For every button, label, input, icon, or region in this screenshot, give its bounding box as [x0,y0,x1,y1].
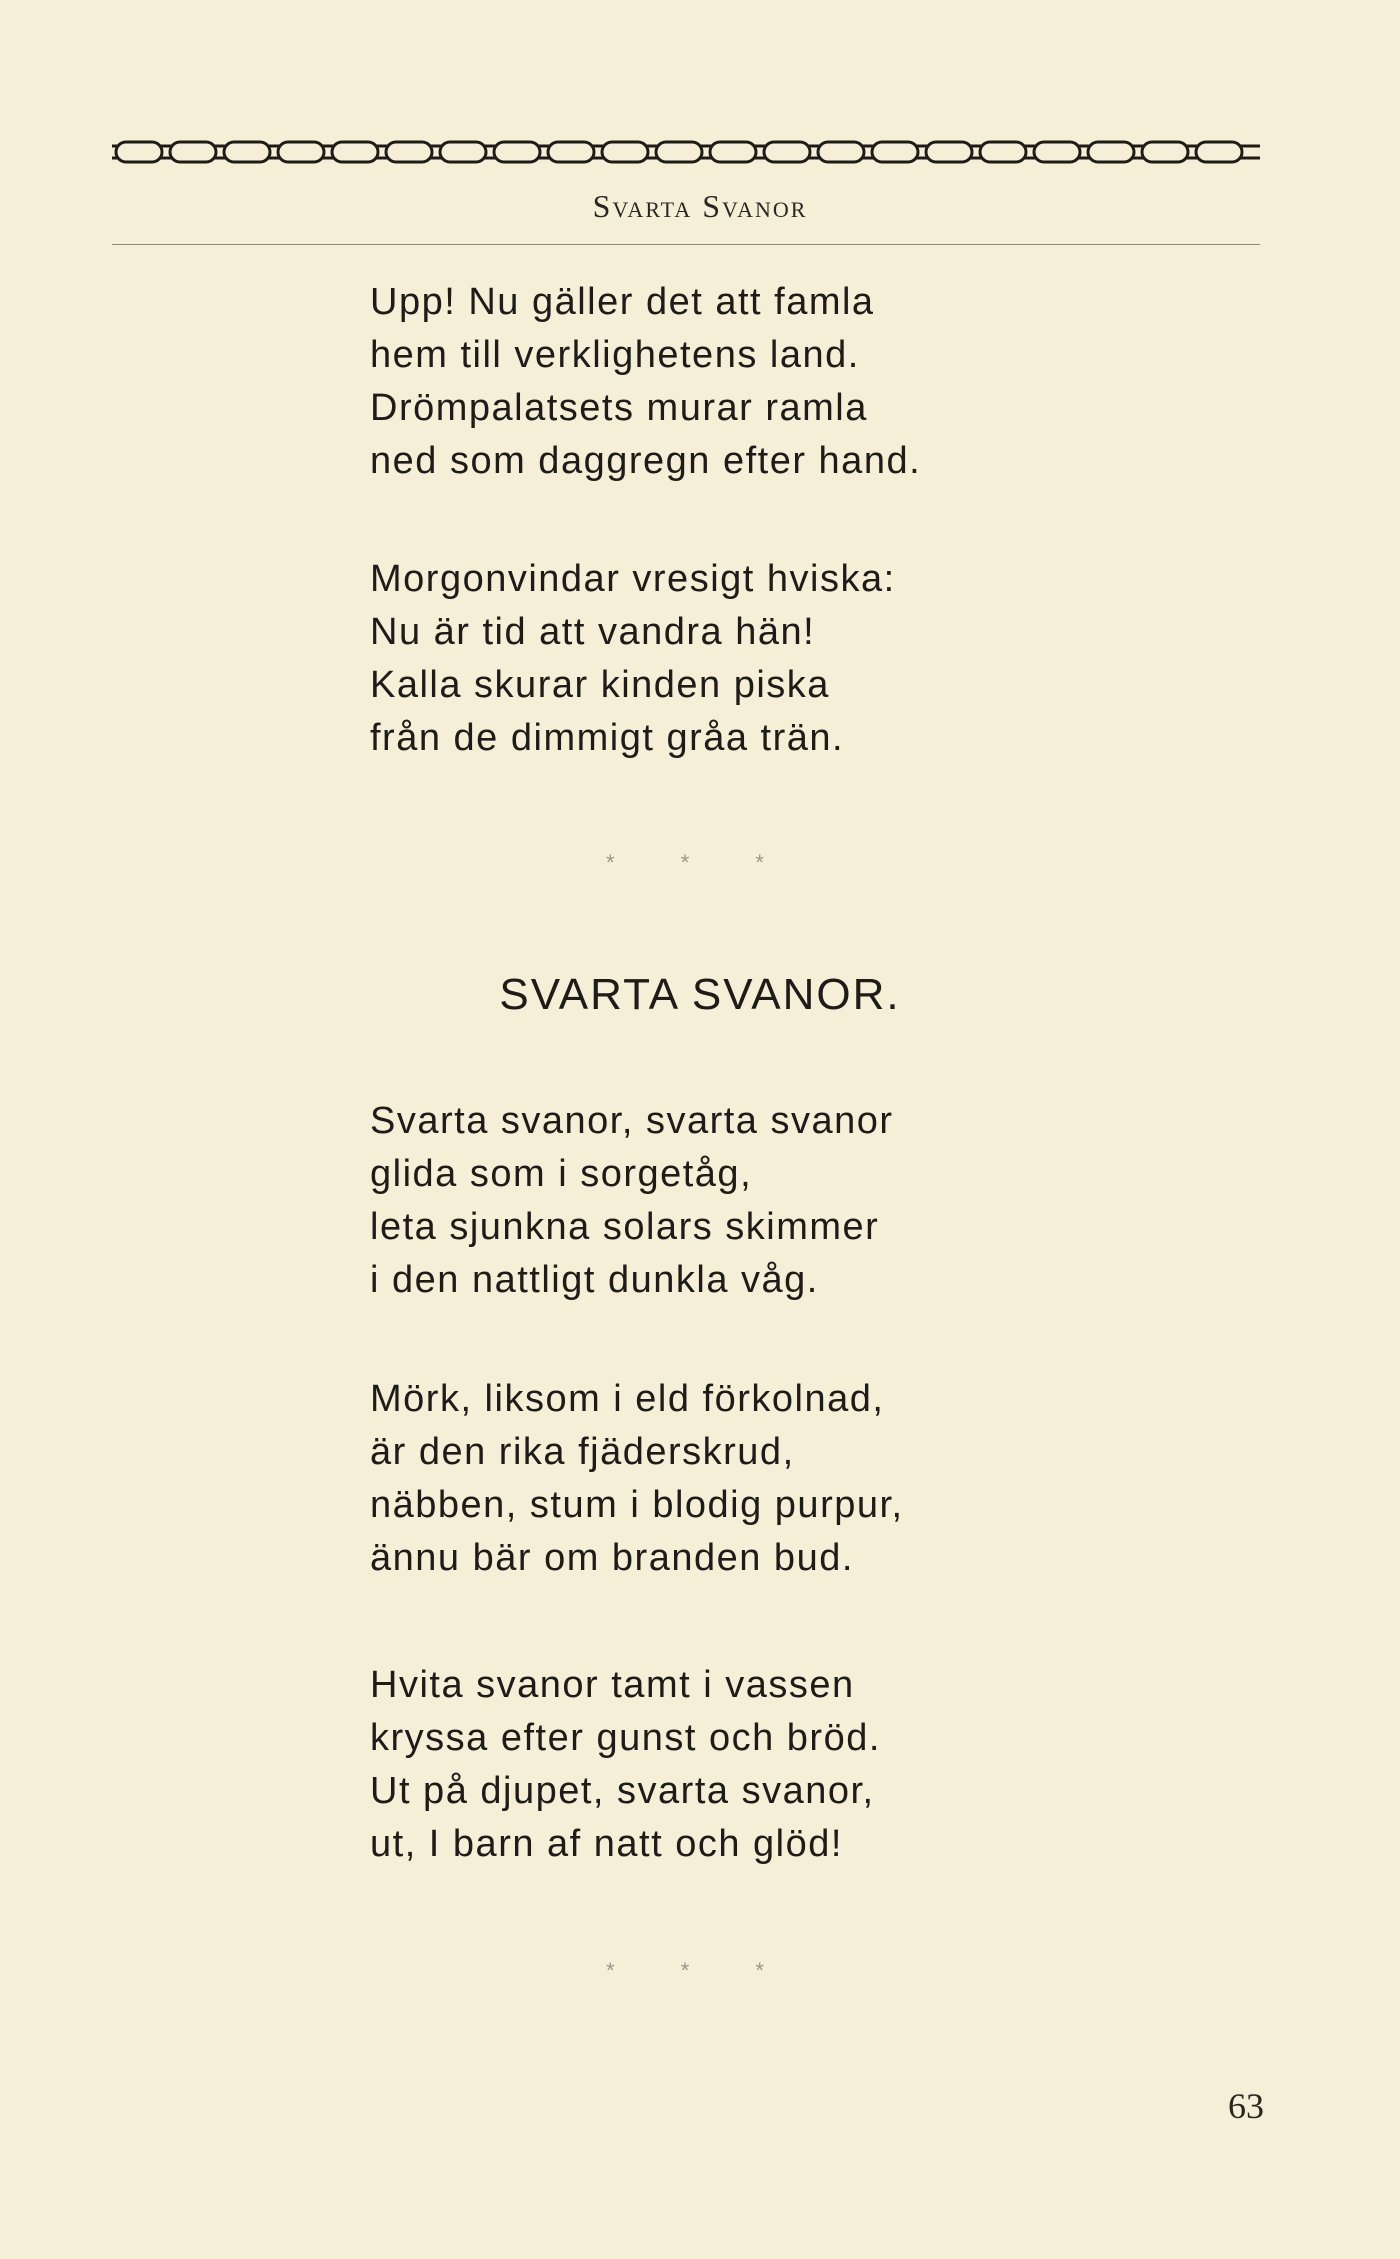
poem-stanza-2 [370,1373,904,1585]
chain-link [278,142,324,162]
chain-link [1142,142,1188,162]
chain-link [656,142,702,162]
chain-link [170,142,216,162]
verse-line: glida som i sorgetåg, [370,1153,753,1195]
chain-link [872,142,918,162]
verse-line: ut, I barn af natt och glöd! [370,1823,843,1865]
chain-link [818,142,864,162]
page-number: 63 [1228,2086,1264,2126]
verse-line: kryssa efter gunst och bröd. [370,1717,881,1759]
verse-line: från de dimmigt gråa trän. [370,717,845,759]
chain-link [710,142,756,162]
stanza-1 [370,276,921,488]
header-rule [112,244,1260,245]
verse-line: näbben, stum i blodig purpur, [370,1484,904,1526]
poem-stanza-1 [370,1095,894,1307]
chain-link [926,142,972,162]
verse-line: ännu bär om branden bud. [370,1537,854,1579]
ornamental-chain-border [112,138,1260,166]
chain-link [224,142,270,162]
verse-line: i den nattligt dunkla våg. [370,1259,819,1301]
verse-line: leta sjunkna solars skimmer [370,1206,880,1248]
chain-link [548,142,594,162]
chain-link [1088,142,1134,162]
verse-line: hem till verklighetens land. [370,334,860,376]
verse-line: Ut på djupet, svarta svanor, [370,1770,875,1812]
chain-link [764,142,810,162]
chain-link [386,142,432,162]
verse-line: Kalla skurar kinden piska [370,664,830,706]
chain-link [440,142,486,162]
chain-link [332,142,378,162]
chain-link [116,142,162,162]
verse-line: är den rika fjäderskrud, [370,1431,795,1473]
verse-line: Mörk, liksom i eld förkolnad, [370,1378,885,1420]
verse-line: Nu är tid att vandra hän! [370,611,816,653]
chain-link [602,142,648,162]
verse-line: Svarta svanor, svarta svanor [370,1100,894,1142]
poem-stanza-3 [370,1659,881,1871]
poem-title: SVARTA SVANOR. [499,970,901,1019]
end-divider-asterisms: * * * [606,1958,794,1983]
running-head: Svarta Svanor [592,188,808,224]
stanza-2 [370,553,896,765]
verse-line: Morgonvindar vresigt hviska: [370,558,896,600]
verse-line: Drömpalatsets murar ramla [370,387,868,429]
verse-line: Hvita svanor tamt i vassen [370,1664,855,1706]
chain-link [494,142,540,162]
chain-link [1196,142,1242,162]
chain-link [980,142,1026,162]
section-divider-asterisms: * * * [606,850,794,875]
verse-line: ned som daggregn efter hand. [370,440,922,482]
verse-line: Upp! Nu gäller det att famla [370,281,875,323]
chain-link [1034,142,1080,162]
